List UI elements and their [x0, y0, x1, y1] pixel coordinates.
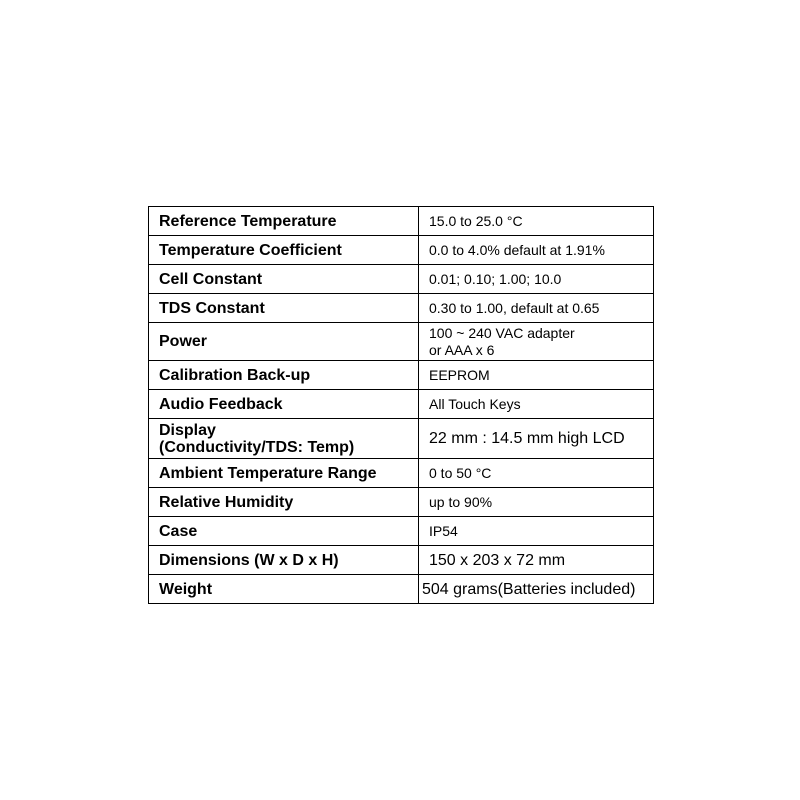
row-label: Audio Feedback: [149, 390, 419, 419]
row-label: Temperature Coefficient: [149, 236, 419, 265]
table-row: [149, 488, 654, 517]
table-row: [149, 517, 654, 546]
table-row: [149, 459, 654, 488]
table-row: [149, 419, 654, 459]
row-value: 0.0 to 4.0% default at 1.91%: [419, 236, 654, 265]
specifications-table: [148, 206, 654, 604]
row-value: up to 90%: [419, 488, 654, 517]
table-row: [149, 265, 654, 294]
label-line: Display: [159, 421, 216, 439]
row-value: 22 mm : 14.5 mm high LCD: [419, 419, 654, 459]
row-label: Reference Temperature: [149, 207, 419, 236]
row-value: 0 to 50 °C: [419, 459, 654, 488]
table-row: [149, 294, 654, 323]
row-label: Calibration Back-up: [149, 361, 419, 390]
row-label: Power: [149, 323, 419, 361]
row-value: 15.0 to 25.0 °C: [419, 207, 654, 236]
row-label: Case: [149, 517, 419, 546]
value-line: 100 ~ 240 VAC adapter: [429, 324, 575, 341]
row-label: TDS Constant: [149, 294, 419, 323]
row-value: 504 grams(Batteries included): [419, 575, 654, 604]
table-row: [149, 236, 654, 265]
table-row: [149, 207, 654, 236]
row-value: All Touch Keys: [419, 390, 654, 419]
table-row: [149, 323, 654, 361]
table-row: [149, 361, 654, 390]
row-value: EEPROM: [419, 361, 654, 390]
row-value: [419, 323, 654, 361]
row-value: 0.30 to 1.00, default at 0.65: [419, 294, 654, 323]
row-label: Ambient Temperature Range: [149, 459, 419, 488]
row-label: Dimensions (W x D x H): [149, 546, 419, 575]
row-label: [149, 419, 419, 459]
row-value: IP54: [419, 517, 654, 546]
row-label: Relative Humidity: [149, 488, 419, 517]
value-line: or AAA x 6: [429, 341, 495, 358]
row-label: Weight: [149, 575, 419, 604]
table-row: [149, 390, 654, 419]
table-row: [149, 575, 654, 604]
row-value: 0.01; 0.10; 1.00; 10.0: [419, 265, 654, 294]
row-label: Cell Constant: [149, 265, 419, 294]
row-value: 150 x 203 x 72 mm: [419, 546, 654, 575]
table-row: [149, 546, 654, 575]
label-line: (Conductivity/TDS: Temp): [159, 438, 355, 456]
